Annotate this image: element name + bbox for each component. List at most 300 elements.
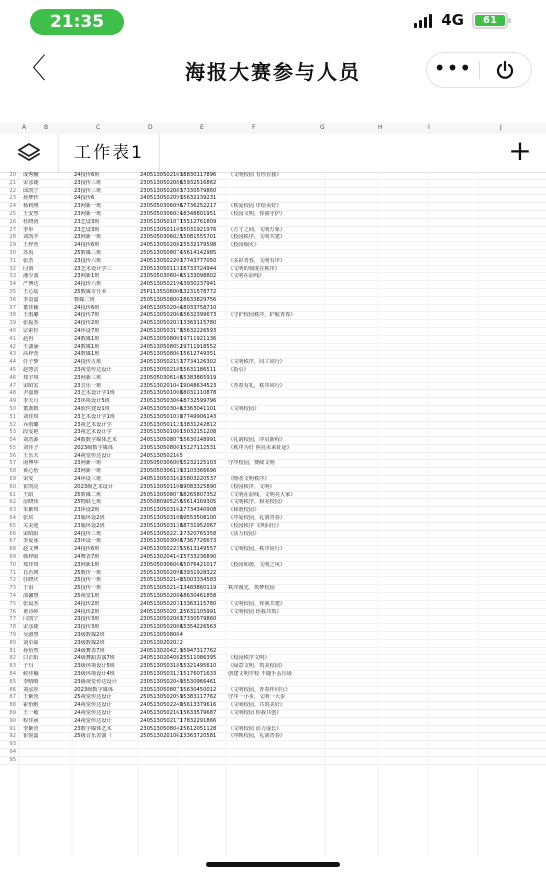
cell-name[interactable]: 高梓萱 (23, 351, 39, 358)
cell-work-title[interactable]: 《文明校园，秩序同行》 (228, 546, 286, 553)
cell-class[interactable]: 24视觉传达设计 (74, 717, 112, 724)
cell-class[interactable]: 23视艺术设计学 (74, 429, 112, 436)
row-number[interactable]: 27 (9, 226, 16, 233)
cell-phone[interactable]: 13930237941 (180, 281, 217, 288)
cell-work-title[interactable]: 《校园秩序文明》 (228, 655, 270, 662)
row-number[interactable]: 60 (9, 483, 16, 490)
cell-work-title[interactable]: 《和谐校园》 (228, 507, 260, 514)
cell-name[interactable]: 王乐天 (23, 452, 39, 459)
cell-student-id[interactable]: 2305130503162 (140, 507, 183, 514)
row-number[interactable]: 64 (9, 515, 16, 522)
cell-phone[interactable]: 19083325890 (180, 483, 217, 490)
row-number[interactable]: 20 (9, 172, 16, 178)
row-number[interactable]: 51 (9, 413, 16, 420)
cell-phone[interactable]: 19048634523 (180, 382, 217, 389)
cell-work-title[interactable]: 守序一小步，文明一大步 (228, 694, 286, 701)
cell-class[interactable]: 24数数字媒体艺术 (74, 437, 117, 444)
cell-student-id[interactable]: 2305130508042 (140, 725, 183, 732)
cell-work-title[interactable]: 《秩序为灯 照亮未来征途》 (228, 444, 292, 451)
cell-name[interactable]: 张浩 (23, 257, 34, 264)
cell-phone[interactable]: 15176071633 (180, 671, 217, 677)
cell-work-title[interactable]: 《礼润校园，序启新程》 (228, 437, 286, 444)
row-number[interactable]: 42 (9, 343, 16, 350)
cell-name[interactable]: 赵冉 (23, 335, 34, 342)
row-number[interactable]: 26 (9, 218, 16, 225)
cell-student-id[interactable]: 2405130204082 (140, 655, 183, 662)
cell-class[interactable]: 23网新一班 (74, 210, 102, 217)
cell-work-title[interactable]: 《文明校园 你我共筑》 (228, 608, 282, 615)
row-number[interactable]: 35 (9, 288, 16, 295)
cell-work-title[interactable]: 《青春有礼，秩序同行》 (228, 382, 286, 389)
cell-student-id[interactable]: 2405130508052 (140, 343, 183, 350)
cell-name[interactable]: 张晨杰 (23, 600, 39, 607)
cell-phone[interactable]: 15321495610 (180, 663, 217, 670)
column-header[interactable]: H (378, 124, 383, 131)
cell-class[interactable]: 25数媒二班 (74, 491, 102, 498)
cell-work-title[interactable]: 《文明校园 你我共创》 (228, 709, 282, 716)
cell-work-title[interactable]: 秩序漫光，筑梦校园 (228, 585, 275, 592)
cell-student-id[interactable]: 2305050306066 (140, 561, 183, 568)
column-header[interactable]: E (200, 124, 204, 131)
cell-student-id[interactable]: 2305130502049 (140, 678, 183, 685)
cell-work-title[interactable]: 《校园秩序 文明同行》 (228, 522, 282, 529)
row-number[interactable]: 84 (9, 671, 16, 677)
cell-phone[interactable]: 17743777050 (180, 257, 217, 264)
column-header[interactable]: A (22, 124, 27, 131)
row-number[interactable]: 72 (9, 577, 16, 584)
cell-class[interactable]: 23环设2班 (74, 507, 100, 514)
cell-phone[interactable]: 19553508100 (180, 515, 217, 522)
cell-phone[interactable]: 13363720581 (180, 733, 217, 740)
cell-student-id[interactable]: 2405130502012 (140, 608, 183, 615)
cell-class[interactable]: 24舞表7班 (74, 554, 100, 561)
row-number[interactable]: 39 (9, 320, 16, 327)
cell-phone[interactable]: 17367726673 (180, 538, 217, 545)
cell-work-title[interactable]: 《文明校园，你我共建》 (228, 600, 286, 607)
cell-name[interactable]: 刘佳子 (23, 444, 39, 451)
row-number[interactable]: 34 (9, 281, 16, 288)
cell-student-id[interactable]: 2305130501103 (140, 226, 183, 233)
row-number[interactable]: 44 (9, 359, 16, 366)
cell-class[interactable]: 2023级艺术设计 (74, 483, 114, 490)
row-number[interactable]: 69 (9, 554, 16, 561)
more-menu-button[interactable]: ••• (433, 56, 473, 80)
cell-name[interactable]: 刘佳琪 (23, 413, 39, 420)
cell-student-id[interactable]: 2505130508078 (140, 491, 183, 498)
cell-student-id[interactable]: 2305130502086 (140, 624, 183, 631)
cell-name[interactable]: 杜晓涛 (23, 218, 39, 225)
cell-student-id[interactable]: 2405130508075 (140, 437, 183, 444)
row-number[interactable]: 82 (9, 655, 16, 662)
cell-class[interactable]: 24投传6班 (74, 242, 100, 249)
cell-phone[interactable]: 15632139231 (180, 195, 217, 202)
row-number[interactable]: 76 (9, 608, 16, 615)
cell-student-id[interactable]: 2405130502153 (140, 359, 183, 366)
cell-phone[interactable]: 15947317762 (180, 647, 217, 654)
cell-phone[interactable]: 13231578772 (180, 288, 217, 295)
row-number[interactable]: 81 (9, 647, 16, 654)
row-number[interactable]: 50 (9, 405, 16, 412)
cell-class[interactable]: 23服环设2班 (74, 515, 105, 522)
cell-phone[interactable]: 15076421017 (180, 561, 217, 568)
cell-class[interactable]: 25视觉传达设计 (74, 694, 112, 701)
cell-class[interactable]: 24级舞蹈表演7班 (74, 655, 116, 662)
cell-name[interactable]: 李紫萱 (23, 725, 39, 732)
cell-work-title[interactable]: 《校园烟火》 (228, 242, 260, 249)
cell-name[interactable]: 段雯艳 (23, 429, 39, 436)
row-number[interactable]: 88 (9, 702, 16, 709)
cell-phone[interactable]: 15613149557 (180, 546, 217, 553)
cell-student-id[interactable]: 2505130502098 (140, 569, 183, 576)
cell-phone[interactable]: 18265807352 (180, 491, 217, 498)
cell-class[interactable]: 23网新一班 (74, 203, 102, 210)
cell-name[interactable]: 宋彦婕 (23, 179, 39, 186)
cell-class[interactable]: 24投传6 (74, 195, 95, 202)
cell-name[interactable]: 严博达 (23, 281, 39, 288)
cell-class[interactable]: 24投传2班 (74, 608, 100, 615)
cell-name[interactable]: 李彤 (23, 226, 34, 233)
back-button[interactable]: 〈 (18, 52, 47, 85)
cell-work-title[interactable]: 《校园秩序，文明共建》 (228, 234, 286, 241)
row-number[interactable]: 89 (9, 709, 16, 716)
row-number[interactable]: 43 (9, 351, 16, 358)
cell-phone[interactable]: 15613379616 (180, 702, 217, 709)
row-number[interactable]: 21 (9, 179, 16, 186)
row-number[interactable]: 59 (9, 476, 16, 483)
row-number[interactable]: 41 (9, 335, 16, 342)
column-header[interactable]: I (428, 124, 430, 131)
cell-class[interactable]: 23投传六班 (74, 257, 102, 264)
cell-class[interactable]: 24环设7班 (74, 327, 100, 334)
cell-class[interactable]: 24软件建设1班 (74, 405, 110, 412)
cell-student-id[interactable]: 2405130502103 (140, 172, 183, 178)
cell-phone[interactable]: 18830117896 (180, 172, 217, 178)
cell-name[interactable]: 苏禹 (23, 249, 34, 256)
row-number[interactable]: 63 (9, 507, 16, 514)
cell-name[interactable]: 张振杰 (23, 320, 39, 327)
cell-class[interactable]: 23网新1班 (74, 561, 100, 568)
cell-name[interactable]: 宋彦婕 (23, 624, 39, 631)
cell-student-id[interactable]: 2405130502235 (140, 546, 183, 553)
cell-name[interactable]: 宗索杉 (23, 327, 39, 334)
cell-student-id[interactable]: 2305130502185 (140, 366, 183, 373)
cell-student-id[interactable]: 2305050306005 (140, 460, 183, 467)
add-sheet-button[interactable]: + (508, 134, 532, 167)
cell-class[interactable]: 25级音乐表演（ (74, 733, 112, 740)
cell-phone[interactable]: 15133098802 (180, 273, 217, 280)
row-number[interactable]: 30 (9, 249, 16, 256)
cell-name[interactable]: 宋昭阳 (23, 530, 39, 537)
cell-class[interactable]: 25投传一班 (74, 577, 102, 584)
cell-student-id[interactable]: 2505130508002 (140, 296, 183, 303)
row-number[interactable]: 73 (9, 585, 16, 592)
cell-class[interactable]: 23投传三班 (74, 179, 102, 186)
cell-phone[interactable]: 15511086395 (180, 655, 217, 662)
row-number[interactable]: 56 (9, 452, 16, 459)
cell-class[interactable]: 23级环境设计4班 (74, 671, 116, 677)
row-number[interactable]: 85 (9, 678, 16, 685)
row-number[interactable]: 29 (9, 242, 16, 249)
cell-name[interactable]: 闫凯宁 (23, 616, 39, 623)
cell-student-id[interactable]: 2505130502147 (140, 585, 183, 592)
row-number[interactable]: 70 (9, 561, 16, 568)
row-number[interactable]: 25 (9, 210, 16, 217)
cell-phone[interactable]: 15530966461 (180, 678, 217, 685)
row-number[interactable]: 78 (9, 624, 16, 631)
cell-phone[interactable]: 18733724944 (180, 265, 217, 272)
column-header[interactable]: F (252, 124, 256, 131)
cell-class[interactable]: 24视觉传达设计 (74, 709, 112, 716)
row-number[interactable]: 67 (9, 538, 16, 545)
cell-phone[interactable]: 15532179598 (180, 242, 217, 249)
cell-work-title[interactable]: 《多彩青春，文明有序》 (228, 257, 286, 264)
cell-student-id[interactable]: 2405130502212 (140, 530, 183, 537)
cell-student-id[interactable]: 2305130501030 (140, 413, 183, 420)
row-number[interactable]: 23 (9, 195, 16, 202)
row-number[interactable]: 71 (9, 569, 16, 576)
cell-work-title[interactable]: 创建文明学校 不随手丢垃圾 (228, 671, 292, 677)
cell-student-id[interactable]: 2405130502066 (140, 312, 183, 319)
row-number[interactable]: 65 (9, 522, 16, 529)
row-number[interactable]: 45 (9, 366, 16, 373)
cell-name[interactable]: 王雨璐 (23, 312, 39, 319)
cell-class[interactable]: 24投传6班 (74, 172, 100, 178)
cell-student-id[interactable]: 2505130508074 (140, 249, 183, 256)
row-number[interactable]: 33 (9, 273, 16, 280)
cell-name[interactable]: 乔雨璐 (23, 421, 39, 428)
cell-name[interactable]: 成秀楠 (23, 172, 39, 178)
cell-class[interactable]: 23艺术设计学1班 (74, 390, 116, 397)
cell-phone[interactable]: 17832291866 (180, 717, 217, 724)
cell-name[interactable]: 任子梦 (23, 359, 39, 366)
cell-phone[interactable]: 18633829756 (180, 296, 217, 303)
cell-name[interactable]: 李袁嘉 (23, 296, 39, 303)
column-header[interactable]: B (44, 124, 49, 131)
row-number[interactable]: 40 (9, 327, 16, 334)
cell-name[interactable]: 孙梦轩 (23, 195, 39, 202)
cell-class[interactable]: 23级环境设计5班 (74, 663, 116, 670)
cell-name[interactable]: 霍怡帆 (23, 702, 39, 709)
cell-phone[interactable]: 18630461858 (180, 593, 217, 600)
cell-phone[interactable]: 17734340908 (180, 507, 217, 514)
cell-student-id[interactable]: 2305130502086 (140, 179, 183, 186)
cell-student-id[interactable]: 2305130503185 (140, 663, 183, 670)
cell-phone[interactable]: 15631105991 (180, 608, 217, 615)
cell-student-id[interactable]: 2305130508084 (140, 632, 183, 639)
cell-name[interactable]: 赵慧洁 (23, 366, 39, 373)
cell-student-id[interactable]: 2305130501008 (140, 390, 183, 397)
cell-phone[interactable]: 19711918552 (180, 343, 217, 350)
cell-student-id[interactable]: 2405130502031 (140, 320, 183, 327)
row-number[interactable]: 58 (9, 468, 16, 475)
row-number[interactable]: 74 (9, 593, 16, 600)
cell-student-id[interactable]: 2305130503121 (140, 671, 183, 677)
cell-class[interactable]: 23数字媒体艺术 (74, 725, 112, 732)
cell-student-id[interactable]: 2405130503162 (140, 476, 183, 483)
cell-name[interactable]: 崔悦嘉 (23, 733, 39, 740)
row-number[interactable]: 53 (9, 429, 16, 436)
cell-student-id[interactable]: 2305130501100 (140, 483, 183, 490)
cell-work-title[interactable]: 《秩爱校园 序给美好》 (228, 203, 282, 210)
cell-phone[interactable]: 15232125103 (180, 460, 217, 467)
cell-class[interactable]: 23网新三班 (74, 374, 102, 381)
cell-student-id[interactable]: 2305130501071 (140, 218, 183, 225)
cell-class[interactable]: 25数媒专升本 (74, 288, 107, 295)
cell-phone[interactable]: 15612051128 (180, 725, 217, 732)
cell-class[interactable]: 23视觉传达设计 (74, 366, 112, 373)
cell-student-id[interactable]: 2505130502140 (140, 577, 183, 584)
cell-phone[interactable]: 15003334583 (180, 577, 217, 584)
cell-class[interactable]: 25视觉1班 (74, 593, 100, 600)
cell-name[interactable]: 王安然 (23, 210, 39, 217)
cell-student-id[interactable]: 2305130503100 (140, 515, 183, 522)
cell-student-id[interactable]: 2305050306046 (140, 273, 183, 280)
cell-phone[interactable]: 18732599796 (180, 398, 217, 405)
cell-name[interactable]: 邱凯宁 (23, 187, 39, 194)
cell-class[interactable]: 23网新一班 (74, 234, 102, 241)
row-number[interactable]: 38 (9, 312, 16, 319)
cell-phone[interactable]: 13831242812 (180, 421, 217, 428)
cell-class[interactable]: 24数媒1班 (74, 351, 100, 358)
cell-class[interactable]: 24环设三班 (74, 476, 102, 483)
cell-name[interactable]: 潘少波 (23, 273, 39, 280)
cell-class[interactable]: 2023级数字媒体 (74, 686, 114, 693)
cell-name[interactable]: 候佳楠 (23, 671, 39, 677)
cell-work-title[interactable]: 守序校园，赛续文明 (228, 460, 275, 467)
row-number[interactable]: 93 (9, 741, 16, 748)
cell-name[interactable]: 赵文博 (23, 546, 39, 553)
row-number[interactable]: 52 (9, 421, 16, 428)
cell-student-id[interactable]: 2305050306096 (140, 203, 183, 210)
cell-class[interactable]: 24投传三班 (74, 530, 102, 537)
cell-phone[interactable]: 17736252217 (180, 203, 217, 210)
row-number[interactable]: 90 (9, 717, 16, 724)
cell-student-id[interactable]: 2405130204219 (140, 647, 183, 654)
row-number[interactable]: 24 (9, 203, 16, 210)
cell-work-title[interactable]: 《指引》 (228, 366, 249, 373)
cell-work-title[interactable]: 《校园秩序，文明》 (228, 483, 275, 490)
cell-student-id[interactable]: 2305050306146 (140, 374, 183, 381)
cell-student-id[interactable]: 2505130502084 (140, 593, 183, 600)
cell-class[interactable]: 23环境设计5班 (74, 398, 110, 405)
cell-class[interactable]: 23艺设3班 (74, 226, 100, 233)
cell-student-id[interactable]: 2405130502203 (140, 257, 183, 264)
row-number[interactable]: 87 (9, 694, 16, 701)
cell-student-id[interactable]: 2505130502059 (140, 694, 183, 701)
cell-phone[interactable]: 13931928322 (180, 569, 217, 576)
cell-work-title[interactable]: 《方寸之间，文明万象》 (228, 226, 286, 233)
cell-name[interactable]: 郑宇琪 (23, 374, 39, 381)
cell-class[interactable]: 23网新一班 (74, 468, 102, 475)
cell-work-title[interactable]: 《活力校园》 (228, 530, 260, 537)
cell-student-id[interactable]: 2405130502044 (140, 304, 183, 311)
cell-student-id[interactable]: 25P1135508008 (140, 288, 183, 295)
cell-phone[interactable]: 15633579687 (180, 709, 217, 716)
row-number[interactable]: 31 (9, 257, 16, 264)
cell-name[interactable]: 郑佳琪 (23, 561, 39, 568)
cell-student-id[interactable]: 2405130503178 (140, 327, 183, 334)
cell-phone[interactable]: 15803220537 (180, 476, 217, 483)
cell-student-id[interactable]: 2305050306139 (140, 468, 183, 475)
cell-class[interactable]: 23环设一班 (74, 538, 102, 545)
cell-name[interactable]: 刘凯羊 (23, 234, 39, 241)
cell-class[interactable]: 24投传六班 (74, 281, 102, 288)
cell-student-id[interactable]: 2405130502194 (140, 281, 183, 288)
cell-student-id[interactable]: 2405130503046 (140, 405, 183, 412)
cell-phone[interactable]: 17749906143 (180, 413, 217, 420)
cell-work-title[interactable]: 《文明校园 活力成长》 (228, 725, 282, 732)
cell-class[interactable]: 24数媒1班 (74, 343, 100, 350)
cell-work-title[interactable]: 《文明校园》 (228, 405, 260, 412)
cell-name[interactable]: 刘浩源 (23, 437, 39, 444)
cell-phone[interactable]: 15512761809 (180, 218, 217, 225)
cell-student-id[interactable]: 2305130508001 (140, 444, 183, 451)
row-number[interactable]: 28 (9, 234, 16, 241)
cell-work-title[interactable]: 《校园和谐，文明之风》 (228, 561, 286, 568)
cell-student-id[interactable]: 2305130503008 (140, 538, 183, 545)
cell-student-id[interactable]: 2305130503138 (140, 522, 183, 529)
row-number[interactable]: 62 (9, 499, 16, 506)
sheets-list-button[interactable] (8, 138, 50, 168)
cell-name[interactable]: 黄诗婷 (23, 608, 39, 615)
cell-class[interactable]: 24投传7班 (74, 312, 100, 319)
cell-class[interactable]: 23级数媒2班 (74, 639, 105, 646)
cell-name[interactable]: 李晴晴 (23, 678, 39, 685)
cell-phone[interactable]: 13363115780 (180, 320, 217, 327)
cell-work-title[interactable]: 《文明的刻度在秩序》 (228, 265, 280, 272)
cell-class[interactable]: 23级数媒2班 (74, 632, 105, 639)
cell-name[interactable]: 朱紫琪 (23, 507, 39, 514)
cell-name[interactable]: 韩梓昭 (23, 554, 39, 561)
cell-name[interactable]: 王心瑶 (23, 288, 39, 295)
cell-phone[interactable]: 15614142985 (180, 249, 217, 256)
cell-student-id[interactable]: 2405130508061 (140, 351, 183, 358)
cell-work-title[interactable]: 《文明秩序，和美校园》 (228, 499, 286, 506)
cell-work-title[interactable]: 《序映校园，礼润青春》 (228, 733, 286, 740)
row-number[interactable]: 83 (9, 663, 16, 670)
cell-class[interactable]: 2023级数字媒体 (74, 444, 114, 451)
cell-name[interactable]: 董佳颖 (23, 304, 39, 311)
cell-class[interactable]: 23投传3班 (74, 624, 100, 631)
cell-work-title[interactable]: 《文明在前线，文明亮大家》 (228, 491, 296, 498)
row-number[interactable]: 91 (9, 725, 16, 732)
cell-student-id[interactable]: 2305050306025 (140, 234, 183, 241)
cell-phone[interactable]: 17320765358 (180, 530, 217, 537)
row-number[interactable]: 77 (9, 616, 16, 623)
cell-student-id[interactable]: 2305130201047 (140, 382, 183, 389)
cell-phone[interactable]: 18348801951 (180, 210, 217, 217)
cell-student-id[interactable]: 2305130501001 (140, 429, 183, 436)
cell-name[interactable]: 杨莉瑛 (23, 203, 39, 210)
cell-phone[interactable]: 15630450012 (180, 686, 217, 693)
cell-student-id[interactable]: 2305130501123 (140, 421, 183, 428)
row-number[interactable]: 36 (9, 296, 16, 303)
cell-name[interactable]: 吴淑慧 (23, 632, 39, 639)
cell-phone[interactable]: 17330579860 (180, 616, 217, 623)
cell-phone[interactable]: 15383865919 (180, 374, 217, 381)
cell-name[interactable]: 邵馨慧 (23, 593, 39, 600)
cell-class[interactable]: 23网新1班 (74, 273, 100, 280)
row-number[interactable]: 79 (9, 632, 16, 639)
cell-phone[interactable]: 17330579860 (180, 187, 217, 194)
cell-phone[interactable]: 15127112531 (180, 444, 217, 451)
cell-phone[interactable]: 13363115780 (180, 600, 217, 607)
cell-student-id[interactable]: 2405130502082 (140, 242, 183, 249)
cell-class[interactable]: 24级舞表7班 (74, 647, 105, 654)
cell-phone[interactable]: 15630148991 (180, 437, 217, 444)
cell-work-title[interactable]: 《守护校园秩序，护航青春》 (228, 312, 296, 319)
cell-student-id[interactable]: 2405130502093 (140, 195, 183, 202)
